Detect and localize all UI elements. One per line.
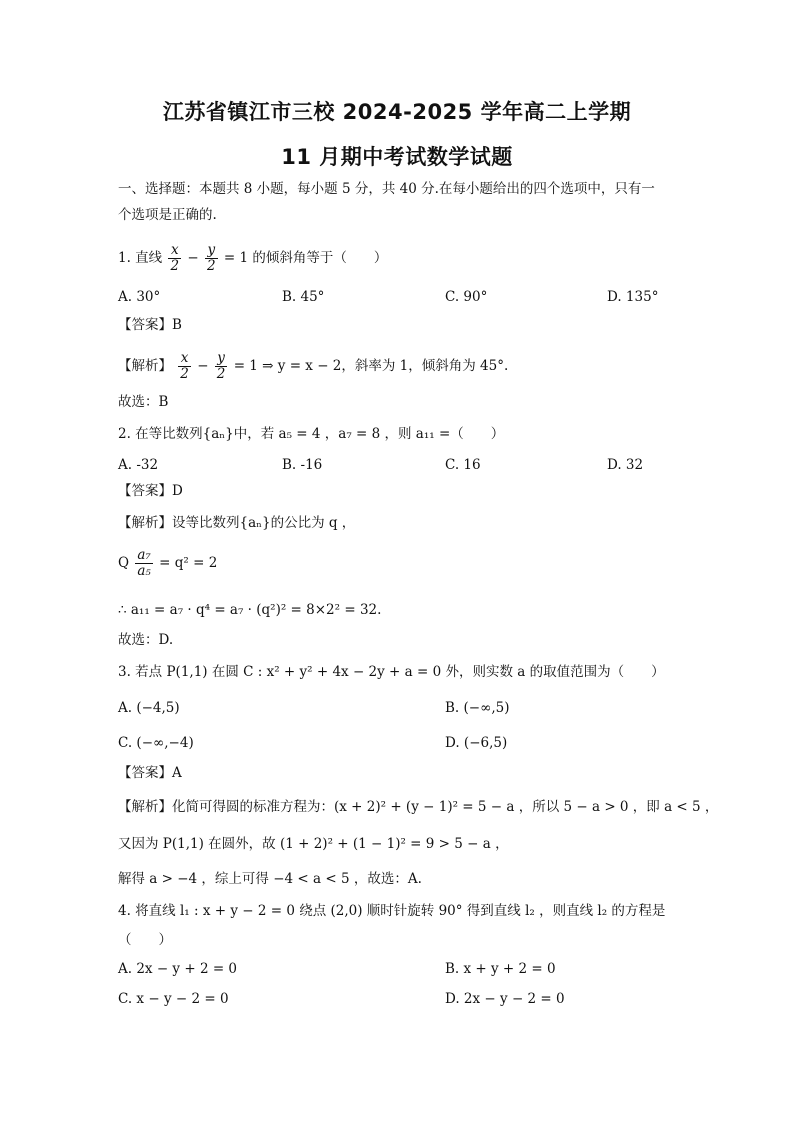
question-2-option-d: D. 32 [607, 457, 644, 473]
question-1-choice: 故选：B [118, 394, 169, 410]
question-1-option-c: C. 90° [445, 289, 488, 305]
question-2-solution-line-3: ∴ a₁₁ = a₇ · q⁴ = a₇ · (q²)² = 8×2² = 32. [118, 602, 382, 618]
question-2-option-c: C. 16 [445, 457, 481, 473]
question-4-option-d: D. 2x − y − 2 = 0 [445, 991, 565, 1007]
question-2-solution-line-1: 【解析】设等比数列{aₙ}的公比为 q ， [118, 515, 356, 531]
question-1-suffix: = 1 的倾斜角等于（ ） [223, 250, 388, 266]
question-3-solution-line-1: 【解析】化简可得圆的标准方程为：(x + 2)² + (y − 1)² = 5 − a ，所以 5 − a > 0 ，即 a < 5 ， [118, 799, 719, 815]
question-1-fraction-x: $\frac{x}{2}$ [170, 242, 180, 274]
question-3-option-b: B. (−∞,5) [445, 700, 510, 716]
question-3-solution-line-2: 又因为 P(1,1) 在圆外，故 (1 + 2)² + (1 − 1)² = 9 > 5 − a ， [118, 836, 509, 852]
question-1-solution: 【解析】 $\frac{x}{2}$ − $\frac{y}{2}$ = 1 ⇒ y = x − 2，斜率为 1，倾斜角为 45°. [118, 350, 509, 382]
question-3-option-c: C. (−∞,−4) [118, 735, 194, 751]
question-2-choice: 故选：D. [118, 632, 174, 648]
question-2-option-a: A. -32 [118, 457, 159, 473]
question-1-option-a: A. 30° [118, 289, 161, 305]
document-title-line-2: 11 月期中考试数学试题 [281, 145, 513, 169]
question-4-paren: （ ） [118, 932, 172, 948]
question-1-option-b: B. 45° [282, 289, 325, 305]
question-3-option-d: D. (−6,5) [445, 735, 508, 751]
question-1-prefix: 1. 直线 [118, 250, 163, 266]
question-2-solution-line-2: Q $\frac{\text{a₇}}{\text{a₅}}$ = q² = 2 [118, 547, 218, 579]
question-2-answer: 【答案】D [118, 483, 183, 499]
question-4-option-c: C. x − y − 2 = 0 [118, 991, 229, 1007]
question-2-stem: 2. 在等比数列{aₙ}中，若 a₅ = 4 ，a₇ = 8 ，则 a₁₁ =（ ） [118, 426, 505, 442]
question-1-stem: 1. 直线 $\frac{x}{2}$ − $\frac{y}{2}$ = 1 的倾斜角等于（ ） [118, 242, 388, 274]
question-2-option-b: B. -16 [282, 457, 323, 473]
question-3-stem: 3. 若点 P(1,1) 在圆 C : x² + y² + 4x − 2y + a = 0 外，则实数 a 的取值范围为（ ） [118, 664, 665, 680]
question-4-stem: 4. 将直线 l₁ : x + y − 2 = 0 绕点 (2,0) 顺时针旋转 90° 得到直线 l₂ ，则直线 l₂ 的方程是 [118, 903, 666, 919]
question-4-option-b: B. x + y + 2 = 0 [445, 961, 556, 977]
question-4-option-a: A. 2x − y + 2 = 0 [118, 961, 238, 977]
question-3-answer: 【答案】A [118, 765, 182, 781]
question-1-answer: 【答案】B [118, 317, 182, 333]
section-instructions-line-2: 个选项是正确的. [118, 207, 217, 223]
question-1-fraction-y: $\frac{y}{2}$ [206, 242, 216, 274]
question-3-solution-line-3: 解得 a > −4 ，综上可得 −4 < a < 5 ，故选：A. [118, 871, 422, 887]
section-instructions-line-1: 一、选择题：本题共 8 小题，每小题 5 分，共 40 分.在每小题给出的四个选项中，只有一 [118, 181, 655, 197]
question-1-option-d: D. 135° [607, 289, 659, 305]
question-3-option-a: A. (−4,5) [118, 700, 180, 716]
document-title-line-1: 江苏省镇江市三校 2024-2025 学年高二上学期 [162, 100, 632, 124]
